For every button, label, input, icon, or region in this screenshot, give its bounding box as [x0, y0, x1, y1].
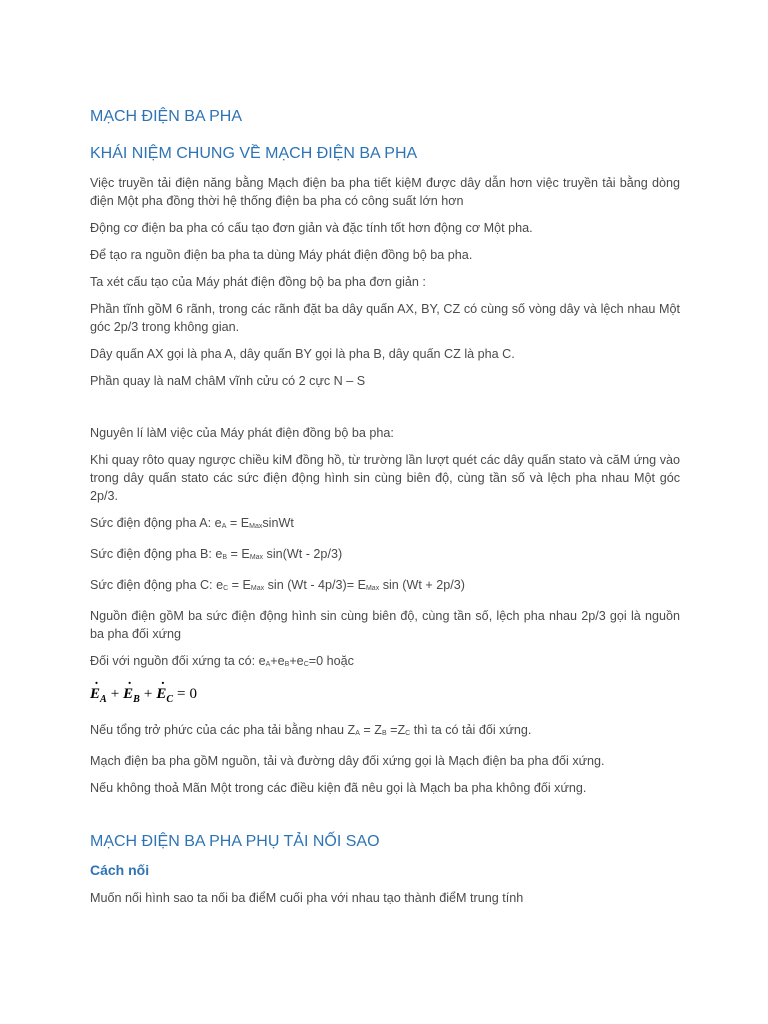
paragraph-structure: Ta xét cấu tạo của Máy phát điện đồng bộ ba pha đơn giản :: [90, 275, 426, 289]
paragraph-phases: Dây quấn AX gọi là pha A, dây quấn BY gọi là pha B, dây quấn CZ là pha C.: [90, 347, 515, 361]
paragraph-asymmetric-circuit: Nếu không thoả Mãn Một trong các điều kiện đã nêu gọi là Mạch ba pha không đối xứng.: [90, 781, 587, 795]
document-body: [90, 108, 680, 916]
phasor-sum-equation: ˙ $E_A$ +˙ $E_B$ +˙ $E_C = 0$: [90, 683, 680, 705]
paragraph-symmetric-source: Nguồn điện gồM ba sức điện động hình sin cùng biên độ, cùng tần số, lệch pha nhau 2p/3 gọi là nguồn ba pha đối xứng: [90, 609, 680, 641]
paragraph-generator: Để tạo ra nguồn điện ba pha ta dùng Máy phát điện đồng bộ ba pha.: [90, 248, 473, 262]
subsection-heading-connection: Cách nối: [90, 862, 150, 878]
section-heading-concept: KHÁI NIỆM CHUNG VỀ MẠCH ĐIỆN BA PHA: [90, 145, 418, 162]
paragraph-motor: Động cơ điện ba pha có cấu tạo đơn giản và đặc tính tốt hơn động cơ Một pha.: [90, 221, 533, 235]
emf-phase-a: Sức điện động pha A: eA = EMaxsinWt: [90, 516, 294, 530]
paragraph-stator: Phần tĩnh gồM 6 rãnh, trong các rãnh đặt ba dây quấn AX, BY, CZ có cùng số vòng dây và lệch nhau Một góc 2p/3 trong không gian.: [90, 302, 680, 334]
paragraph-symmetric-circuit: Mạch điện ba pha gồM nguồn, tải và đường dây đối xứng gọi là Mạch điện ba pha đối xứng.: [90, 754, 605, 768]
paragraph-principle: Khi quay rôto quay ngược chiều kiM đồng hồ, từ trường lần lượt quét các dây quấn stato và căM ứng vào trong dây quấn stato các sức điện động hình sin cùng biên độ, cùng tần số và lệch pha nhau Một góc 2p/3.: [90, 453, 680, 503]
paragraph-symmetric-sum: Đối với nguồn đối xứng ta có: eA+eB+eC=0 hoặc: [90, 654, 354, 668]
spacer: [90, 399, 680, 424]
paragraph-star-connection: Muốn nối hình sao ta nối ba điểM cuối pha với nhau tạo thành điểM trung tính: [90, 891, 524, 905]
emf-phase-c: Sức điện động pha C: eC = EMax sin (Wt - 4p/3)= EMax sin (Wt + 2p/3): [90, 578, 465, 592]
page-title: MẠCH ĐIỆN BA PHA: [90, 108, 243, 125]
paragraph-transmission: Việc truyền tải điện năng bằng Mạch điện ba pha tiết kiệM được dây dẫn hơn việc truyền tải bằng dòng điện Một pha đồng thời hệ thống điện ba pha có công suất lớn hơn: [90, 176, 680, 208]
section-heading-star: MẠCH ĐIỆN BA PHA PHỤ TẢI NỐI SAO: [90, 833, 380, 850]
emf-phase-b: Sức điện động pha B: eB = EMax sin(Wt - 2p/3): [90, 547, 343, 561]
paragraph-rotor: Phần quay là naM châM vĩnh cửu có 2 cực N – S: [90, 374, 366, 388]
paragraph-symmetric-load: Nếu tổng trở phức của các pha tải bằng nhau ZA = ZB =ZC thì ta có tải đối xứng.: [90, 723, 532, 737]
paragraph-principle-heading: Nguyên lí làM việc của Máy phát điện đồng bộ ba pha:: [90, 426, 394, 440]
